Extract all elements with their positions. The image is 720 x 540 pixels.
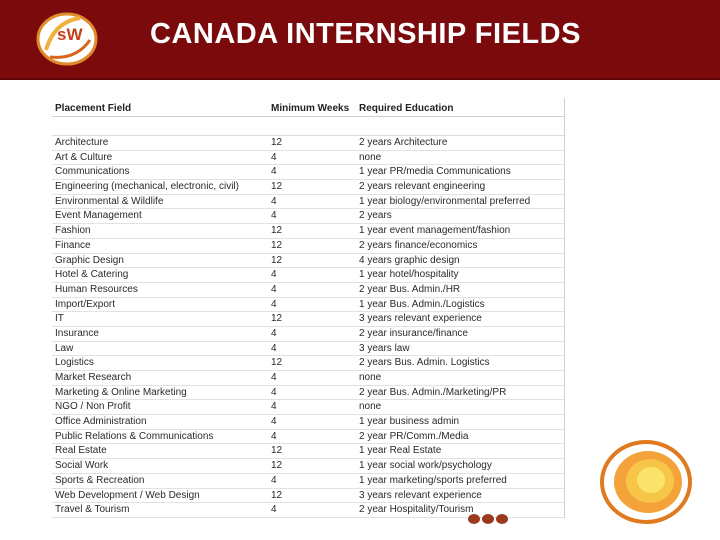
cell-required-education: none [359, 151, 382, 163]
cell-required-education: none [359, 401, 382, 413]
cell-minimum-weeks: 4 [271, 151, 277, 163]
table-spacer-row [52, 117, 564, 136]
table-row [52, 312, 564, 327]
cell-required-education: 1 year Bus. Admin./Logistics [359, 298, 485, 310]
cell-required-education: 2 year PR/Comm./Media [359, 430, 469, 442]
internship-table [52, 98, 565, 518]
cell-placement-field: Hotel & Catering [55, 269, 129, 281]
cell-minimum-weeks: 4 [271, 166, 277, 178]
cell-minimum-weeks: 12 [271, 460, 283, 472]
table-row [52, 430, 564, 445]
cell-minimum-weeks: 4 [271, 298, 277, 310]
swap-logo [36, 10, 102, 68]
cell-required-education: 2 years [359, 210, 392, 222]
cell-minimum-weeks: 12 [271, 254, 283, 266]
table-row [52, 283, 564, 298]
cell-minimum-weeks: 4 [271, 327, 277, 339]
logo-wordmark: sW [57, 25, 83, 44]
table-row [52, 356, 564, 371]
cell-required-education: 2 years finance/economics [359, 239, 478, 251]
cell-required-education: 2 years Bus. Admin. Logistics [359, 357, 490, 369]
sun-decoration-icon [594, 436, 694, 526]
table-row [52, 371, 564, 386]
cell-required-education: 1 year Real Estate [359, 445, 442, 457]
table-header-row [52, 98, 564, 117]
cell-required-education: 1 year hotel/hospitality [359, 269, 459, 281]
cell-placement-field: Engineering (mechanical, electronic, civil) [55, 181, 239, 193]
cell-required-education: 2 years relevant engineering [359, 181, 486, 193]
page-title: CANADA INTERNSHIP FIELDS [150, 18, 581, 50]
cell-required-education: 2 years Architecture [359, 137, 448, 148]
cell-minimum-weeks: 12 [271, 313, 283, 325]
table-row [52, 165, 564, 180]
table-row [52, 195, 564, 210]
cell-minimum-weeks: 4 [271, 430, 277, 442]
column-header-minimum-weeks: Minimum Weeks [271, 103, 350, 114]
cell-minimum-weeks: 4 [271, 269, 277, 281]
cell-placement-field: Finance [55, 239, 91, 251]
cell-minimum-weeks: 4 [271, 210, 277, 222]
cell-placement-field: Graphic Design [55, 254, 124, 266]
cell-minimum-weeks: 4 [271, 504, 277, 516]
cell-required-education: 4 years graphic design [359, 254, 460, 266]
cell-required-education: 2 year Bus. Admin./HR [359, 283, 461, 295]
cell-placement-field: Travel & Tourism [55, 504, 130, 516]
table-row [52, 180, 564, 195]
cell-minimum-weeks: 12 [271, 137, 283, 148]
table-row [52, 415, 564, 430]
cell-placement-field: Import/Export [55, 298, 116, 310]
cell-minimum-weeks: 12 [271, 357, 283, 369]
cell-required-education: 3 years relevant experience [359, 489, 482, 501]
cell-placement-field: Real Estate [55, 445, 107, 457]
cell-placement-field: Human Resources [55, 283, 138, 295]
cell-minimum-weeks: 4 [271, 474, 277, 486]
table-row [52, 474, 564, 489]
table-row [52, 327, 564, 342]
cell-placement-field: NGO / Non Profit [55, 401, 131, 413]
cell-required-education: 3 years relevant experience [359, 313, 482, 325]
cell-minimum-weeks: 4 [271, 342, 277, 354]
cell-placement-field: Sports & Recreation [55, 474, 145, 486]
table-row [52, 136, 564, 151]
table-row [52, 298, 564, 313]
cell-required-education: 1 year PR/media Communications [359, 166, 511, 178]
cell-required-education: none [359, 372, 382, 383]
cell-placement-field: Event Management [55, 210, 142, 222]
cell-minimum-weeks: 4 [271, 401, 277, 413]
table-row [52, 386, 564, 401]
cell-placement-field: Architecture [55, 137, 109, 148]
cell-required-education: 2 year Hospitality/Tourism [359, 504, 474, 516]
cell-placement-field: Insurance [55, 327, 99, 339]
cell-placement-field: Environmental & Wildlife [55, 195, 164, 207]
cell-required-education: 3 years law [359, 342, 410, 354]
table-row [52, 209, 564, 224]
cell-minimum-weeks: 4 [271, 283, 277, 295]
cell-minimum-weeks: 4 [271, 386, 277, 398]
table-row [52, 400, 564, 415]
cell-placement-field: Office Administration [55, 416, 147, 428]
table-row [52, 342, 564, 357]
cell-placement-field: Logistics [55, 357, 94, 369]
cell-placement-field: Art & Culture [55, 151, 113, 163]
cell-required-education: 2 year Bus. Admin./Marketing/PR [359, 386, 507, 398]
table-row [52, 459, 564, 474]
cell-placement-field: Public Relations & Communications [55, 430, 214, 442]
cell-required-education: 1 year business admin [359, 416, 460, 428]
cell-placement-field: Web Development / Web Design [55, 489, 200, 501]
cell-minimum-weeks: 4 [271, 372, 277, 383]
cell-placement-field: Law [55, 342, 74, 354]
dots-decoration-icon [466, 512, 512, 526]
cell-placement-field: Marketing & Online Marketing [55, 386, 187, 398]
cell-placement-field: Communications [55, 166, 130, 178]
table-row [52, 444, 564, 459]
cell-placement-field: Social Work [55, 460, 109, 472]
title-bar [0, 0, 720, 80]
cell-minimum-weeks: 12 [271, 445, 283, 457]
table-row [52, 151, 564, 166]
cell-minimum-weeks: 12 [271, 225, 283, 237]
cell-minimum-weeks: 12 [271, 489, 283, 501]
cell-placement-field: IT [55, 313, 64, 325]
cell-required-education: 1 year event management/fashion [359, 225, 511, 237]
table-row [52, 254, 564, 269]
table-row [52, 224, 564, 239]
cell-required-education: 2 year insurance/finance [359, 327, 468, 339]
cell-placement-field: Market Research [55, 372, 132, 383]
cell-required-education: 1 year biology/environmental preferred [359, 195, 531, 207]
cell-minimum-weeks: 12 [271, 239, 283, 251]
cell-required-education: 1 year marketing/sports preferred [359, 474, 507, 486]
column-header-placement-field: Placement Field [55, 103, 132, 114]
cell-minimum-weeks: 12 [271, 181, 283, 193]
cell-minimum-weeks: 4 [271, 416, 277, 428]
cell-required-education: 1 year social work/psychology [359, 460, 492, 472]
column-header-required-education: Required Education [359, 103, 454, 114]
table-body [52, 136, 564, 518]
table-row [52, 268, 564, 283]
cell-placement-field: Fashion [55, 225, 91, 237]
table-row [52, 239, 564, 254]
cell-minimum-weeks: 4 [271, 195, 277, 207]
table-row [52, 489, 564, 504]
